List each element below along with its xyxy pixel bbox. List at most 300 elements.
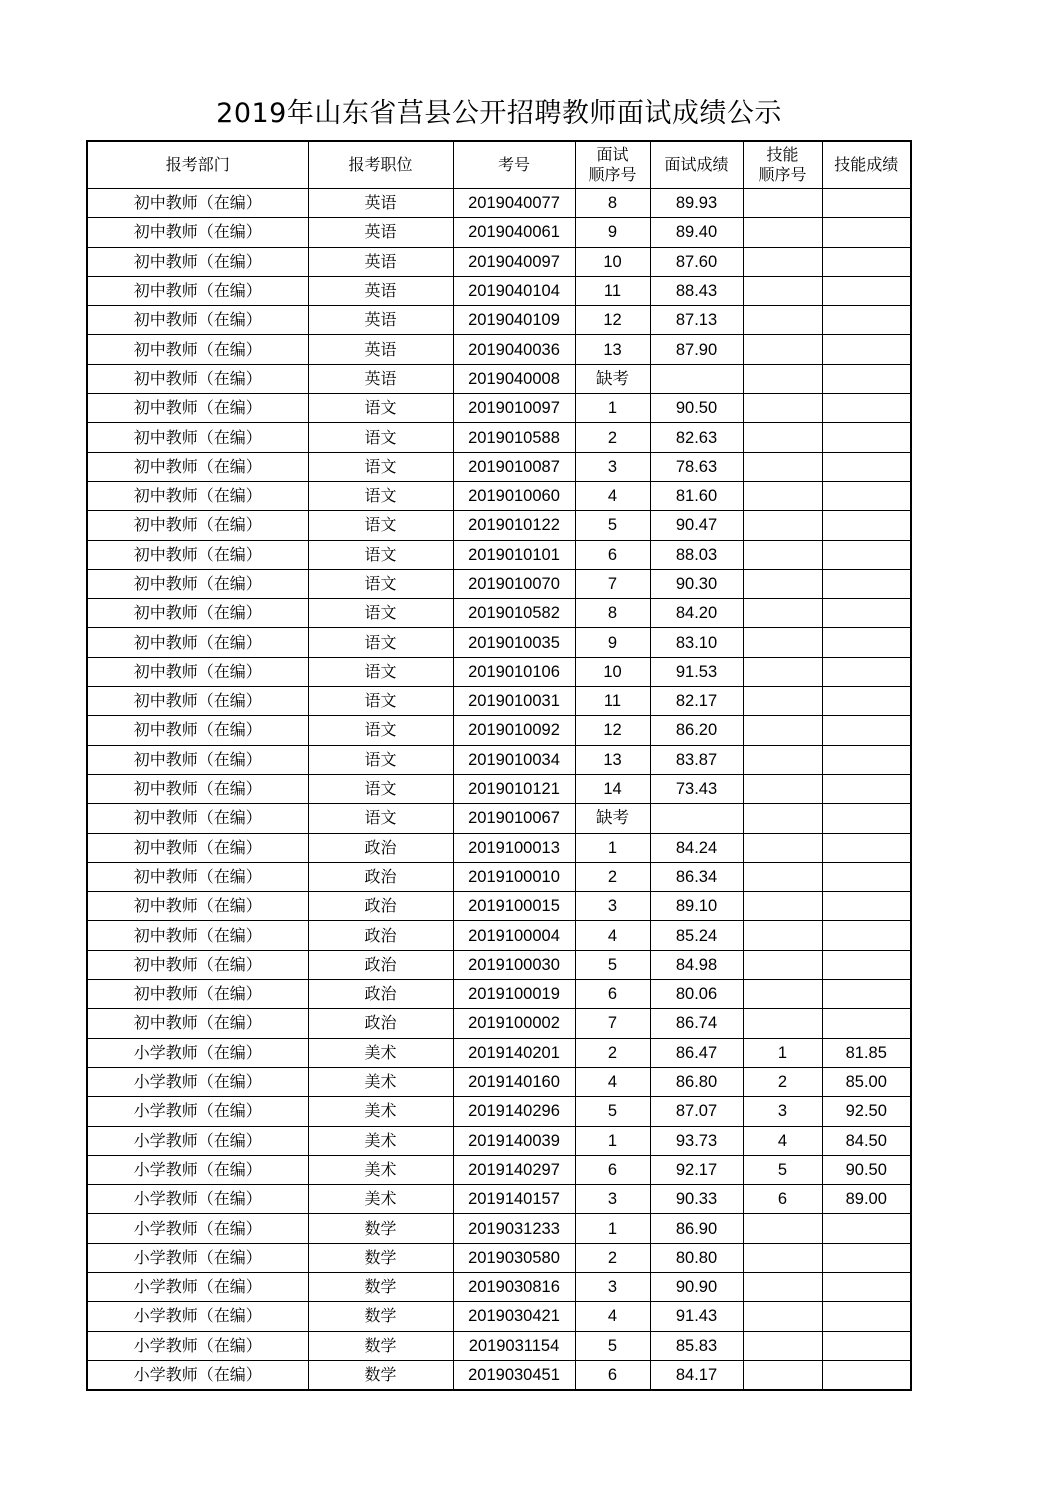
header-position: 报考职位 xyxy=(308,141,453,189)
table-row xyxy=(87,745,911,774)
cell-exam-no: 2019010067 xyxy=(453,804,575,833)
cell-interview-score: 89.40 xyxy=(650,218,743,247)
cell-interview-order: 3 xyxy=(575,1272,650,1301)
cell-position: 政治 xyxy=(308,1009,453,1038)
table-row xyxy=(87,1331,911,1360)
header-interview-order xyxy=(575,141,650,189)
cell-interview-order: 6 xyxy=(575,1360,650,1390)
cell-skill-order xyxy=(743,1302,822,1331)
cell-skill-order xyxy=(743,1360,822,1390)
cell-position: 英语 xyxy=(308,364,453,393)
cell-interview-order: 8 xyxy=(575,599,650,628)
cell-dept: 初中教师（在编） xyxy=(87,745,308,774)
table-row xyxy=(87,306,911,335)
table-row xyxy=(87,1243,911,1272)
cell-interview-score: 85.24 xyxy=(650,921,743,950)
cell-dept: 初中教师（在编） xyxy=(87,599,308,628)
header-interview-score: 面试成绩 xyxy=(650,141,743,189)
table-row xyxy=(87,569,911,598)
cell-interview-order: 缺考 xyxy=(575,804,650,833)
header-interview-order-line2: 顺序号 xyxy=(588,165,637,184)
cell-skill-score xyxy=(822,1214,911,1243)
cell-interview-order: 2 xyxy=(575,1038,650,1067)
cell-exam-no: 2019100013 xyxy=(453,833,575,862)
cell-interview-order: 1 xyxy=(575,394,650,423)
cell-skill-order xyxy=(743,247,822,276)
cell-interview-order: 9 xyxy=(575,628,650,657)
cell-exam-no: 2019100019 xyxy=(453,980,575,1009)
cell-interview-order: 12 xyxy=(575,306,650,335)
cell-interview-score: 86.90 xyxy=(650,1214,743,1243)
cell-position: 美术 xyxy=(308,1038,453,1067)
cell-exam-no: 2019010588 xyxy=(453,423,575,452)
cell-exam-no: 2019140157 xyxy=(453,1185,575,1214)
cell-dept: 初中教师（在编） xyxy=(87,804,308,833)
table-row xyxy=(87,423,911,452)
table-row xyxy=(87,599,911,628)
cell-dept: 初中教师（在编） xyxy=(87,950,308,979)
cell-interview-score: 87.60 xyxy=(650,247,743,276)
cell-skill-score xyxy=(822,804,911,833)
table-row xyxy=(87,980,911,1009)
cell-dept: 初中教师（在编） xyxy=(87,657,308,686)
table-row xyxy=(87,892,911,921)
cell-interview-score xyxy=(650,804,743,833)
table-row xyxy=(87,657,911,686)
cell-exam-no: 2019010092 xyxy=(453,716,575,745)
cell-skill-score xyxy=(822,364,911,393)
table-row xyxy=(87,189,911,218)
cell-dept: 小学教师（在编） xyxy=(87,1067,308,1096)
cell-interview-order: 4 xyxy=(575,1302,650,1331)
cell-interview-order: 6 xyxy=(575,1155,650,1184)
cell-interview-order: 缺考 xyxy=(575,364,650,393)
cell-exam-no: 2019010087 xyxy=(453,452,575,481)
cell-skill-order xyxy=(743,1243,822,1272)
cell-position: 数学 xyxy=(308,1214,453,1243)
cell-interview-score: 84.17 xyxy=(650,1360,743,1390)
cell-position: 美术 xyxy=(308,1097,453,1126)
cell-interview-score: 87.07 xyxy=(650,1097,743,1126)
cell-skill-order xyxy=(743,628,822,657)
cell-interview-score: 81.60 xyxy=(650,481,743,510)
cell-skill-score: 92.50 xyxy=(822,1097,911,1126)
cell-interview-order: 5 xyxy=(575,1097,650,1126)
cell-interview-score: 90.90 xyxy=(650,1272,743,1301)
cell-dept: 初中教师（在编） xyxy=(87,247,308,276)
cell-skill-order xyxy=(743,1331,822,1360)
cell-skill-order xyxy=(743,540,822,569)
cell-skill-order xyxy=(743,423,822,452)
cell-interview-score: 88.43 xyxy=(650,276,743,305)
cell-interview-order: 5 xyxy=(575,950,650,979)
cell-skill-order xyxy=(743,833,822,862)
cell-position: 语文 xyxy=(308,569,453,598)
cell-interview-score: 86.34 xyxy=(650,862,743,891)
cell-skill-order xyxy=(743,862,822,891)
cell-position: 语文 xyxy=(308,599,453,628)
table-row xyxy=(87,218,911,247)
cell-interview-score: 90.33 xyxy=(650,1185,743,1214)
cell-exam-no: 2019140201 xyxy=(453,1038,575,1067)
table-row xyxy=(87,1214,911,1243)
cell-position: 语文 xyxy=(308,745,453,774)
cell-dept: 初中教师（在编） xyxy=(87,540,308,569)
cell-position: 美术 xyxy=(308,1126,453,1155)
cell-interview-order: 4 xyxy=(575,1067,650,1096)
cell-position: 政治 xyxy=(308,862,453,891)
cell-interview-order: 13 xyxy=(575,745,650,774)
cell-skill-order xyxy=(743,276,822,305)
table-row xyxy=(87,481,911,510)
cell-skill-score xyxy=(822,950,911,979)
cell-skill-score xyxy=(822,1331,911,1360)
cell-dept: 初中教师（在编） xyxy=(87,335,308,364)
cell-dept: 初中教师（在编） xyxy=(87,628,308,657)
cell-exam-no: 2019010097 xyxy=(453,394,575,423)
cell-interview-order: 4 xyxy=(575,481,650,510)
cell-interview-score: 84.24 xyxy=(650,833,743,862)
cell-position: 英语 xyxy=(308,306,453,335)
cell-skill-score xyxy=(822,452,911,481)
cell-interview-order: 5 xyxy=(575,511,650,540)
cell-skill-score xyxy=(822,833,911,862)
cell-interview-order: 6 xyxy=(575,540,650,569)
cell-skill-order xyxy=(743,511,822,540)
table-row xyxy=(87,335,911,364)
cell-skill-score xyxy=(822,1302,911,1331)
cell-dept: 初中教师（在编） xyxy=(87,833,308,862)
cell-skill-order xyxy=(743,1214,822,1243)
cell-dept: 初中教师（在编） xyxy=(87,452,308,481)
cell-skill-score xyxy=(822,423,911,452)
cell-position: 数学 xyxy=(308,1272,453,1301)
cell-skill-score xyxy=(822,687,911,716)
cell-dept: 初中教师（在编） xyxy=(87,892,308,921)
cell-exam-no: 2019010060 xyxy=(453,481,575,510)
cell-exam-no: 2019010035 xyxy=(453,628,575,657)
cell-skill-order: 5 xyxy=(743,1155,822,1184)
table-row xyxy=(87,511,911,540)
cell-position: 数学 xyxy=(308,1331,453,1360)
table-row xyxy=(87,921,911,950)
cell-skill-order xyxy=(743,335,822,364)
cell-position: 政治 xyxy=(308,950,453,979)
cell-interview-order: 7 xyxy=(575,1009,650,1038)
cell-skill-score: 84.50 xyxy=(822,1126,911,1155)
cell-dept: 初中教师（在编） xyxy=(87,394,308,423)
table-row xyxy=(87,1126,911,1155)
cell-position: 语文 xyxy=(308,628,453,657)
cell-position: 数学 xyxy=(308,1302,453,1331)
cell-position: 语文 xyxy=(308,804,453,833)
cell-exam-no: 2019030451 xyxy=(453,1360,575,1390)
cell-interview-score: 78.63 xyxy=(650,452,743,481)
cell-skill-score xyxy=(822,335,911,364)
cell-skill-order xyxy=(743,1009,822,1038)
table-row xyxy=(87,1097,911,1126)
cell-skill-score xyxy=(822,1272,911,1301)
cell-position: 英语 xyxy=(308,335,453,364)
cell-skill-order xyxy=(743,306,822,335)
cell-position: 英语 xyxy=(308,189,453,218)
cell-interview-score: 91.53 xyxy=(650,657,743,686)
cell-dept: 初中教师（在编） xyxy=(87,481,308,510)
cell-interview-order: 7 xyxy=(575,569,650,598)
cell-interview-order: 1 xyxy=(575,833,650,862)
cell-interview-order: 4 xyxy=(575,921,650,950)
cell-skill-order xyxy=(743,980,822,1009)
header-exam-no: 考号 xyxy=(453,141,575,189)
cell-exam-no: 2019010070 xyxy=(453,569,575,598)
table-row xyxy=(87,804,911,833)
cell-skill-order xyxy=(743,189,822,218)
cell-dept: 小学教师（在编） xyxy=(87,1126,308,1155)
score-table xyxy=(86,140,912,1391)
cell-skill-score xyxy=(822,1360,911,1390)
cell-interview-score: 86.80 xyxy=(650,1067,743,1096)
cell-interview-order: 5 xyxy=(575,1331,650,1360)
cell-interview-order: 2 xyxy=(575,423,650,452)
cell-exam-no: 2019100015 xyxy=(453,892,575,921)
cell-exam-no: 2019040077 xyxy=(453,189,575,218)
cell-skill-score: 85.00 xyxy=(822,1067,911,1096)
cell-interview-order: 11 xyxy=(575,276,650,305)
cell-exam-no: 2019140297 xyxy=(453,1155,575,1184)
cell-interview-order: 14 xyxy=(575,774,650,803)
cell-interview-score: 85.83 xyxy=(650,1331,743,1360)
cell-skill-score xyxy=(822,745,911,774)
cell-exam-no: 2019030580 xyxy=(453,1243,575,1272)
table-row xyxy=(87,862,911,891)
cell-exam-no: 2019040061 xyxy=(453,218,575,247)
cell-skill-order xyxy=(743,452,822,481)
header-dept: 报考部门 xyxy=(87,141,308,189)
cell-exam-no: 2019010122 xyxy=(453,511,575,540)
cell-exam-no: 2019040104 xyxy=(453,276,575,305)
cell-skill-score xyxy=(822,774,911,803)
cell-interview-score: 92.17 xyxy=(650,1155,743,1184)
cell-skill-score xyxy=(822,921,911,950)
cell-skill-order xyxy=(743,364,822,393)
cell-position: 语文 xyxy=(308,423,453,452)
cell-interview-order: 6 xyxy=(575,980,650,1009)
cell-skill-score xyxy=(822,394,911,423)
cell-position: 英语 xyxy=(308,218,453,247)
table-row xyxy=(87,1067,911,1096)
cell-skill-order: 2 xyxy=(743,1067,822,1096)
cell-skill-score xyxy=(822,599,911,628)
cell-dept: 初中教师（在编） xyxy=(87,276,308,305)
cell-interview-order: 10 xyxy=(575,657,650,686)
cell-exam-no: 2019010101 xyxy=(453,540,575,569)
cell-interview-score: 89.93 xyxy=(650,189,743,218)
cell-skill-score xyxy=(822,657,911,686)
table-row xyxy=(87,1360,911,1390)
cell-interview-score: 89.10 xyxy=(650,892,743,921)
cell-skill-order xyxy=(743,394,822,423)
cell-exam-no: 2019100002 xyxy=(453,1009,575,1038)
cell-skill-score xyxy=(822,1243,911,1272)
cell-dept: 小学教师（在编） xyxy=(87,1243,308,1272)
table-row xyxy=(87,540,911,569)
cell-interview-score: 86.20 xyxy=(650,716,743,745)
cell-dept: 初中教师（在编） xyxy=(87,980,308,1009)
cell-interview-order: 2 xyxy=(575,862,650,891)
cell-exam-no: 2019031233 xyxy=(453,1214,575,1243)
cell-exam-no: 2019040097 xyxy=(453,247,575,276)
cell-skill-score xyxy=(822,218,911,247)
cell-exam-no: 2019040008 xyxy=(453,364,575,393)
cell-position: 语文 xyxy=(308,657,453,686)
cell-skill-score xyxy=(822,540,911,569)
cell-interview-score: 90.50 xyxy=(650,394,743,423)
cell-dept: 初中教师（在编） xyxy=(87,774,308,803)
cell-skill-order xyxy=(743,716,822,745)
header-skill-order xyxy=(743,141,822,189)
cell-skill-order xyxy=(743,218,822,247)
cell-position: 语文 xyxy=(308,481,453,510)
table-row xyxy=(87,247,911,276)
cell-skill-order xyxy=(743,1272,822,1301)
cell-position: 政治 xyxy=(308,892,453,921)
cell-interview-score: 90.47 xyxy=(650,511,743,540)
table-row xyxy=(87,1155,911,1184)
cell-position: 数学 xyxy=(308,1243,453,1272)
cell-dept: 初中教师（在编） xyxy=(87,306,308,335)
cell-interview-order: 1 xyxy=(575,1126,650,1155)
cell-skill-score xyxy=(822,276,911,305)
cell-position: 语文 xyxy=(308,687,453,716)
table-row xyxy=(87,1185,911,1214)
cell-exam-no: 2019100030 xyxy=(453,950,575,979)
cell-skill-score xyxy=(822,716,911,745)
cell-exam-no: 2019140160 xyxy=(453,1067,575,1096)
table-row xyxy=(87,687,911,716)
cell-exam-no: 2019010106 xyxy=(453,657,575,686)
cell-skill-order xyxy=(743,481,822,510)
cell-interview-score: 93.73 xyxy=(650,1126,743,1155)
cell-position: 数学 xyxy=(308,1360,453,1390)
cell-position: 美术 xyxy=(308,1185,453,1214)
header-skill-score: 技能成绩 xyxy=(822,141,911,189)
table-row xyxy=(87,1272,911,1301)
cell-interview-order: 13 xyxy=(575,335,650,364)
cell-skill-score xyxy=(822,862,911,891)
cell-dept: 初中教师（在编） xyxy=(87,364,308,393)
cell-skill-score: 90.50 xyxy=(822,1155,911,1184)
cell-skill-order xyxy=(743,804,822,833)
cell-exam-no: 2019030421 xyxy=(453,1302,575,1331)
cell-skill-order xyxy=(743,569,822,598)
cell-dept: 初中教师（在编） xyxy=(87,921,308,950)
cell-skill-score xyxy=(822,569,911,598)
cell-exam-no: 2019040036 xyxy=(453,335,575,364)
cell-dept: 小学教师（在编） xyxy=(87,1272,308,1301)
cell-interview-order: 3 xyxy=(575,892,650,921)
cell-interview-score: 82.17 xyxy=(650,687,743,716)
cell-position: 语文 xyxy=(308,540,453,569)
table-row xyxy=(87,394,911,423)
cell-interview-score: 88.03 xyxy=(650,540,743,569)
header-skill-order-line1: 技能 xyxy=(766,145,799,164)
cell-dept: 初中教师（在编） xyxy=(87,189,308,218)
cell-interview-order: 3 xyxy=(575,452,650,481)
cell-skill-order xyxy=(743,892,822,921)
table-row xyxy=(87,364,911,393)
cell-position: 政治 xyxy=(308,833,453,862)
cell-exam-no: 2019010034 xyxy=(453,745,575,774)
cell-skill-score xyxy=(822,481,911,510)
cell-interview-score: 83.87 xyxy=(650,745,743,774)
cell-interview-score: 87.13 xyxy=(650,306,743,335)
cell-interview-order: 11 xyxy=(575,687,650,716)
cell-position: 语文 xyxy=(308,511,453,540)
cell-skill-score xyxy=(822,980,911,1009)
table-row xyxy=(87,833,911,862)
table-row xyxy=(87,276,911,305)
table-row xyxy=(87,452,911,481)
cell-interview-order: 8 xyxy=(575,189,650,218)
cell-dept: 初中教师（在编） xyxy=(87,716,308,745)
cell-skill-order xyxy=(743,687,822,716)
header-row xyxy=(87,141,911,189)
table-row xyxy=(87,716,911,745)
cell-position: 政治 xyxy=(308,921,453,950)
cell-position: 英语 xyxy=(308,276,453,305)
cell-exam-no: 2019030816 xyxy=(453,1272,575,1301)
cell-interview-order: 10 xyxy=(575,247,650,276)
cell-skill-order xyxy=(743,950,822,979)
cell-position: 美术 xyxy=(308,1067,453,1096)
cell-exam-no: 2019100010 xyxy=(453,862,575,891)
cell-dept: 小学教师（在编） xyxy=(87,1302,308,1331)
cell-interview-score: 87.90 xyxy=(650,335,743,364)
cell-skill-order xyxy=(743,774,822,803)
cell-position: 英语 xyxy=(308,247,453,276)
cell-exam-no: 2019010121 xyxy=(453,774,575,803)
cell-exam-no: 2019040109 xyxy=(453,306,575,335)
cell-dept: 初中教师（在编） xyxy=(87,1009,308,1038)
cell-dept: 小学教师（在编） xyxy=(87,1331,308,1360)
cell-interview-score: 82.63 xyxy=(650,423,743,452)
cell-exam-no: 2019010031 xyxy=(453,687,575,716)
cell-dept: 小学教师（在编） xyxy=(87,1214,308,1243)
cell-position: 语文 xyxy=(308,716,453,745)
cell-skill-score xyxy=(822,511,911,540)
table-row xyxy=(87,774,911,803)
cell-interview-score: 86.47 xyxy=(650,1038,743,1067)
cell-interview-score: 84.98 xyxy=(650,950,743,979)
cell-interview-order: 12 xyxy=(575,716,650,745)
cell-interview-score: 90.30 xyxy=(650,569,743,598)
cell-skill-score xyxy=(822,306,911,335)
cell-interview-order: 9 xyxy=(575,218,650,247)
table-row xyxy=(87,950,911,979)
cell-position: 语文 xyxy=(308,774,453,803)
cell-interview-score: 73.43 xyxy=(650,774,743,803)
cell-dept: 小学教师（在编） xyxy=(87,1185,308,1214)
table-row xyxy=(87,1038,911,1067)
cell-interview-order: 1 xyxy=(575,1214,650,1243)
cell-exam-no: 2019140296 xyxy=(453,1097,575,1126)
cell-interview-order: 2 xyxy=(575,1243,650,1272)
cell-skill-score xyxy=(822,892,911,921)
table-row xyxy=(87,628,911,657)
cell-interview-score: 80.06 xyxy=(650,980,743,1009)
cell-skill-order: 6 xyxy=(743,1185,822,1214)
cell-position: 政治 xyxy=(308,980,453,1009)
